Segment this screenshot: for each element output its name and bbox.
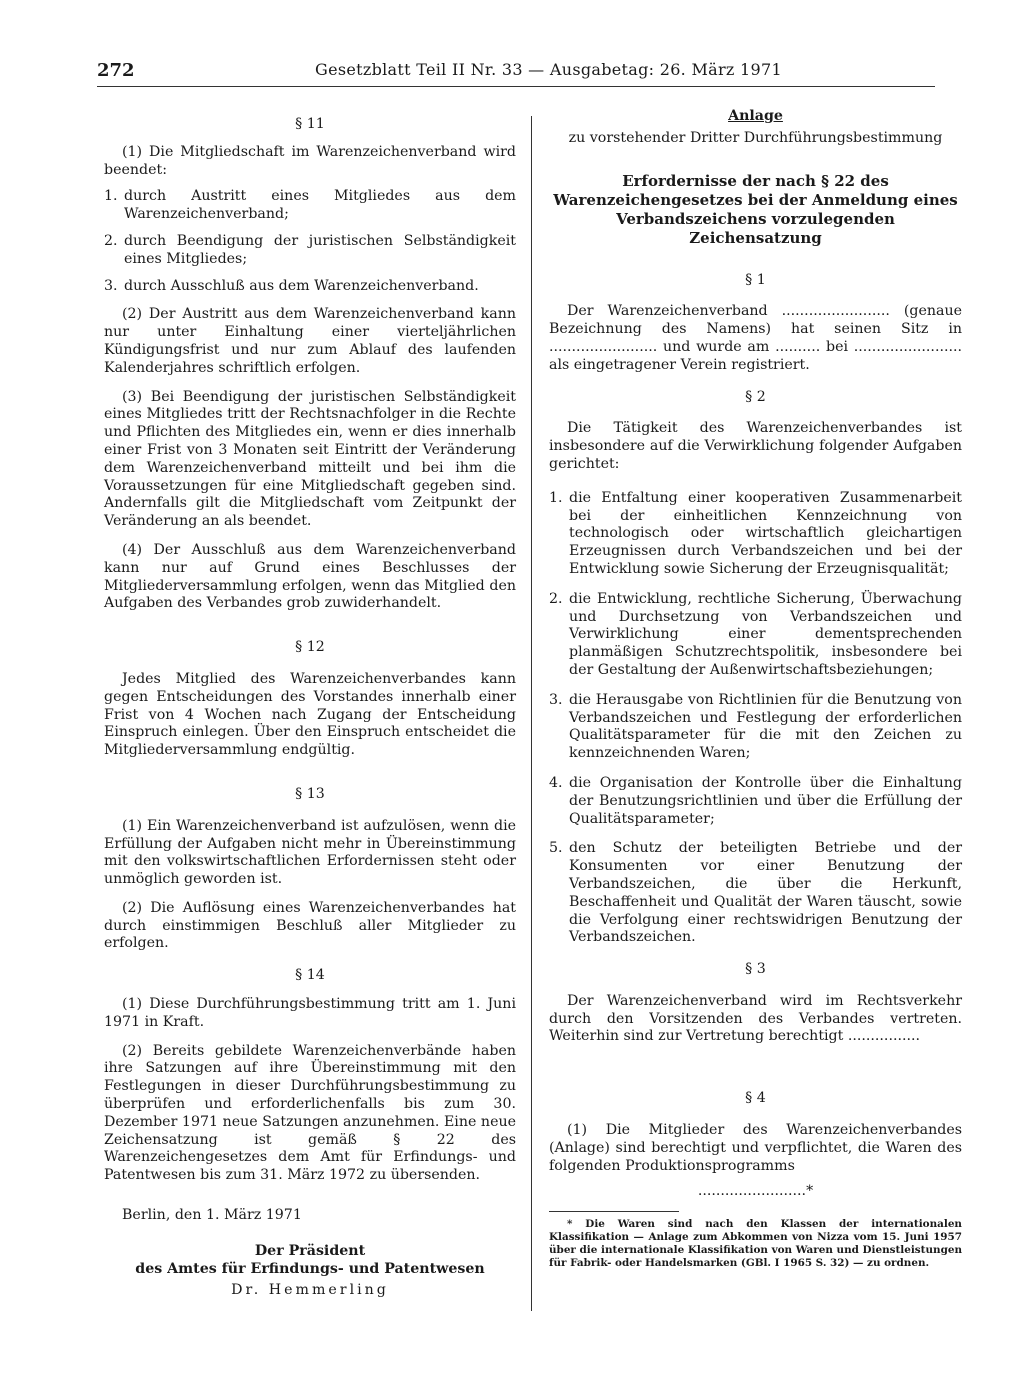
signature-title-1: Der Präsident — [254, 1242, 366, 1259]
list-item — [549, 775, 962, 828]
left-column — [104, 116, 516, 1300]
list-number: 2. — [549, 590, 563, 607]
s11-paragraph-4: (4) Der Ausschluß aus dem Warenzeichenverband kann nur auf Grund eines Beschlusses der Mitgliederversammlung erfolgen, wenn das Mitglied den Aufgaben des Verbandes grob zuwiderhandelt. — [104, 541, 516, 612]
footnote-block — [549, 1211, 962, 1269]
list-number: 5. — [549, 840, 563, 857]
signature-name: Dr. Hemmerling — [231, 1282, 389, 1299]
section-heading-13: § 13 — [295, 785, 325, 802]
annex-section-heading-2: § 2 — [745, 388, 766, 405]
s13-paragraph-1: (1) Ein Warenzeichenverband ist aufzulösen, wenn die Erfüllung der Aufgaben nicht mehr in Übereinstimmung mit den volkswirtschaftlichen Erfordernissen steht oder unmöglich geworden ist. — [104, 817, 516, 888]
list-number: 3. — [549, 691, 563, 708]
annex-section-heading-4: § 4 — [745, 1090, 766, 1107]
list-item — [104, 188, 516, 224]
header-divider — [97, 86, 935, 87]
annex-title: Anlage — [728, 108, 783, 124]
list-number: 1. — [549, 489, 563, 506]
annex-s4-placeholder: ........................* — [697, 1183, 814, 1200]
s14-paragraph-2: (2) Bereits gebildete Warenzeichenverbände haben ihre Satzungen auf ihre Übereinstimmung mit den Festlegungen in dieser Durchführungsbestimmung zu überprüfen und erforderlichenfalls bis zum 30. Dezember 1971 neue Satzungen anzunehmen. Eine neue Zeichensatzung ist gemäß § 22 des Warenzeichengesetzes dem Amt für Erfindungs- und Patentwesen bis zum 31. März 1972 zu übersenden. — [104, 1042, 516, 1184]
page-header — [97, 60, 937, 86]
place-date: Berlin, den 1. März 1971 — [122, 1207, 302, 1224]
footnote-divider — [549, 1211, 679, 1212]
list-text: die Entfaltung einer kooperativen Zusammenarbeit bei der einheitlichen Kennzeichnung von technologisch oder wirtschaftlich gleichartigen Erzeugnissen durch Verbandszeichen und bei der Entwicklung sowie Sicherung der Erzeugnisqualität; — [569, 489, 962, 577]
annex-main-title: Erfordernisse der nach § 22 des Warenzeichengesetzes bei der Anmeldung eines Verbandszeichens vorzulegenden Zeichensatzung — [553, 171, 958, 247]
footnote-text: * Die Waren sind nach den Klassen der internationalen Klassifikation — Anlage zum Abkommen von Nizza vom 15. Juni 1957 über die internationale Klassifikation von Waren und Dienstleistungen für Fabrik- oder Handelsmarken (GBl. I 1965 S. 32) — zu ordnen. — [549, 1218, 962, 1269]
section-heading-14: § 14 — [295, 967, 325, 984]
list-number: 4. — [549, 774, 563, 791]
annex-s1-text: Der Warenzeichenverband ........................ (genaue Bezeichnung des Namens) hat seinen Sitz in ........................ und wurde am .......... bei ........................ als eingetragener Verein registriert. — [549, 303, 962, 373]
s11-paragraph-1: (1) Die Mitgliedschaft im Warenzeichenverband wird beendet: — [104, 143, 516, 178]
signature-title-2: des Amtes für Erfindungs- und Patentwesen — [135, 1260, 485, 1277]
list-item — [104, 233, 516, 269]
s13-paragraph-2: (2) Die Auflösung eines Warenzeichenverbandes hat durch einstimmigen Beschluß aller Mitglieder zu erfolgen. — [104, 899, 516, 952]
annex-section-heading-3: § 3 — [745, 961, 766, 978]
list-number: 2. — [104, 232, 118, 249]
annex-subtitle: zu vorstehender Dritter Durchführungsbestimmung — [568, 129, 943, 146]
s14-paragraph-1: (1) Diese Durchführungsbestimmung tritt am 1. Juni 1971 in Kraft. — [104, 996, 516, 1030]
list-text: durch Beendigung der juristischen Selbständigkeit eines Mitgliedes; — [124, 232, 516, 267]
column-divider — [531, 116, 532, 1311]
list-item — [104, 278, 516, 296]
page-number: 272 — [97, 60, 135, 81]
list-item — [549, 840, 962, 947]
list-number: 1. — [104, 188, 118, 205]
s11-paragraph-2: (2) Der Austritt aus dem Warenzeichenverband kann nur unter Einhaltung einer vierteljährlichen Kündigungsfrist und nur zum Ablauf des laufenden Kalenderjahres schriftlich erfolgen. — [104, 306, 516, 376]
annex-s3-text: Der Warenzeichenverband wird im Rechtsverkehr durch den Vorsitzenden des Verbandes vertreten. Weiterhin sind zur Vertretung berechtigt ................ — [549, 992, 962, 1045]
section-heading-11: § 11 — [295, 116, 325, 132]
list-text: die Herausgabe von Richtlinien für die Benutzung von Verbandszeichen und Festlegung der erforderlichen Qualitätsparameter für die mit den Zeichen zu kennzeichnenden Waren; — [569, 691, 962, 762]
annex-s2-list — [549, 490, 962, 947]
list-number: 3. — [104, 277, 118, 294]
list-text: die Entwicklung, rechtliche Sicherung, Überwachung und Durchsetzung von Verbandszeichen und Verwirklichung einer dementsprechenden planmäßigen Schutzrechtspolitik, insbesondere bei der Gestaltung der Außenwirtschaftsbeziehungen; — [569, 590, 962, 678]
list-item — [549, 591, 962, 680]
section-heading-12: § 12 — [295, 639, 325, 656]
list-item — [549, 490, 962, 579]
s11-list — [104, 188, 516, 295]
annex-s4-text: (1) Die Mitglieder des Warenzeichenverbandes (Anlage) sind berechtigt und verpflichtet, die Waren des folgenden Produktionsprogramms — [549, 1122, 962, 1174]
s11-paragraph-3: (3) Bei Beendigung der juristischen Selbständigkeit eines Mitgliedes tritt der Rechtsnachfolger in die Rechte und Pflichten des Mitgliedes ein, wenn er dies innerhalb einer Frist von 3 Monaten seit Eintritt der Veränderung dem Warenzeichenverband mitteilt und bei ihm die Voraussetzungen für eine Mitgliedschaft gegeben sind. Andernfalls gilt die Mitgliedschaft vom Zeitpunkt der Veränderung an als beendet. — [104, 388, 516, 530]
list-text: den Schutz der beteiligten Betriebe und der Konsumenten vor einer Benutzung der Verbandszeichen, die über die Herkunft, Beschaffenheit und Qualität der Waren täuscht, sowie die Verfolgung einer rechtswidrigen Benutzung der Verbandszeichen. — [569, 840, 962, 946]
s12-paragraph-1: Jedes Mitglied des Warenzeichenverbandes kann gegen Entscheidungen des Vorstandes innerhalb einer Frist von 4 Wochen nach Zugang der Entscheidung Einspruch einlegen. Über den Einspruch entscheidet die Mitgliederversammlung endgültig. — [104, 670, 516, 759]
list-text: durch Ausschluß aus dem Warenzeichenverband. — [124, 277, 479, 294]
list-text: die Organisation der Kontrolle über die Einhaltung der Benutzungsrichtlinien und über die Erfüllung der Qualitätsparameter; — [569, 774, 962, 827]
list-item — [549, 692, 962, 763]
annex-s2-intro: Die Tätigkeit des Warenzeichenverbandes ist insbesondere auf die Verwirklichung folgender Aufgaben gerichtet: — [549, 420, 962, 472]
annex-section-heading-1: § 1 — [745, 271, 766, 288]
header-title: Gesetzblatt Teil II Nr. 33 — Ausgabetag: 26. März 1971 — [315, 60, 782, 79]
list-text: durch Austritt eines Mitgliedes aus dem Warenzeichenverband; — [124, 188, 516, 223]
right-column — [549, 108, 962, 1269]
